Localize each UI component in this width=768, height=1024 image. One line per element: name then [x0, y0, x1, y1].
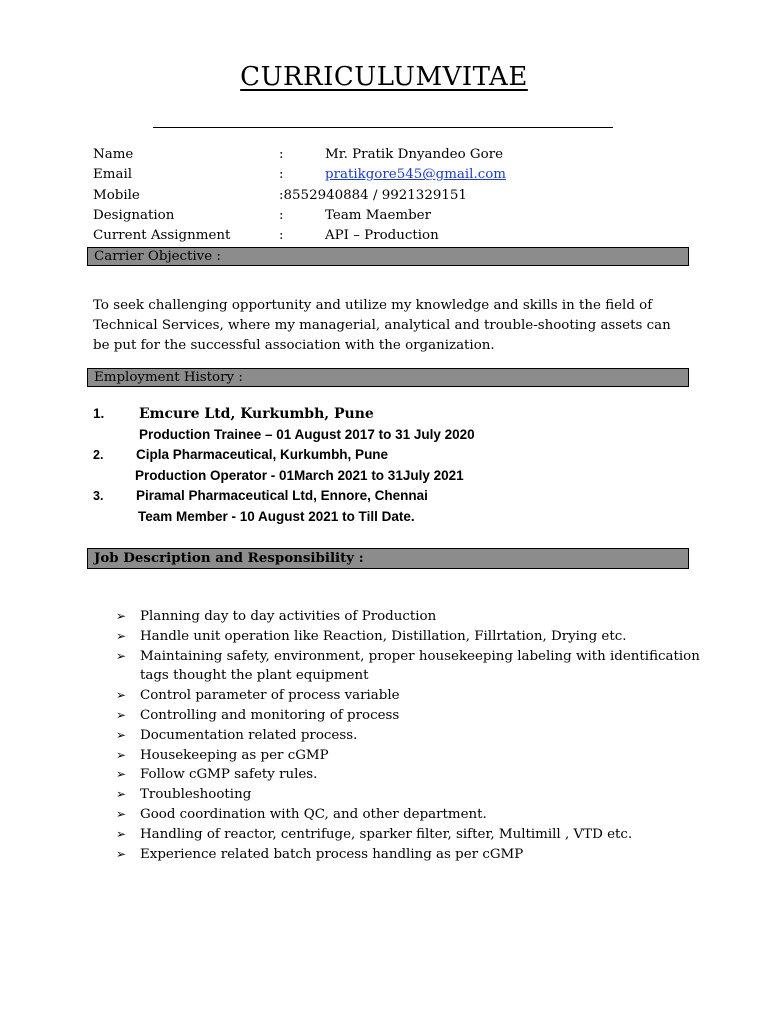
arrowhead-bullet-icon: ➢	[116, 826, 127, 841]
list-item	[116, 686, 716, 706]
info-row-email	[93, 165, 693, 185]
arrowhead-bullet-icon: ➢	[116, 747, 127, 762]
list-item-text: Good coordination with QC, and other department.	[140, 806, 487, 822]
job-company-line	[93, 486, 693, 507]
job-role: Production Operator - 01March 2021 to 31July 2021	[135, 467, 464, 483]
arrowhead-bullet-icon: ➢	[116, 688, 127, 703]
info-label: Current Assignment	[93, 228, 231, 244]
section-header-job-description: Job Description and Responsibility :	[87, 548, 689, 569]
job-role: Team Member - 10 August 2021 to Till Date.	[138, 508, 415, 524]
info-value: Mr. Pratik Dnyandeo Gore	[325, 147, 504, 162]
job-number: 2.	[93, 448, 104, 463]
info-label: Email	[93, 167, 133, 183]
info-label: Mobile	[93, 187, 140, 203]
title-rule	[153, 127, 613, 128]
responsibility-list	[116, 607, 716, 864]
list-item	[116, 746, 716, 766]
arrowhead-bullet-icon: ➢	[116, 707, 127, 722]
info-row-designation	[93, 206, 693, 226]
list-item-text: Handle unit operation like Reaction, Distillation, Fillrtation, Drying etc.	[140, 628, 627, 644]
info-value: :8552940884 / 9921329151	[279, 187, 467, 203]
job-role: Production Trainee – 01 August 2017 to 31 July 2020	[139, 426, 475, 442]
job-role-line	[93, 466, 693, 487]
list-item	[116, 805, 716, 825]
list-item-text: Documentation related process.	[140, 727, 358, 743]
info-value: API – Production	[325, 228, 439, 244]
job-number: 3.	[93, 489, 104, 504]
info-colon: :	[279, 207, 284, 223]
info-label: Name	[93, 147, 134, 162]
objective-text: To seek challenging opportunity and utilize my knowledge and skills in the field of Technical Services, where my managerial, analytical and trouble-shooting assets can be put for the successful association with the organization.	[93, 298, 671, 353]
list-item	[116, 765, 716, 785]
job-company-line	[93, 445, 693, 466]
list-item-text: Follow cGMP safety rules.	[140, 767, 318, 783]
list-item	[116, 845, 716, 865]
section-header-employment: Employment History :	[87, 368, 689, 387]
job-company-line	[93, 404, 693, 425]
info-value: Team Maember	[325, 207, 431, 223]
title-text: CURRICULUMVITAE	[240, 62, 528, 92]
info-colon: :	[279, 147, 284, 162]
arrowhead-bullet-icon: ➢	[116, 648, 127, 663]
info-label: Designation	[93, 207, 175, 223]
list-item	[116, 607, 716, 627]
list-item	[116, 627, 716, 647]
job-number: 1.	[93, 406, 105, 421]
job-company: Emcure Ltd, Kurkumbh, Pune	[139, 406, 374, 422]
list-item-text: Handling of reactor, centrifuge, sparker filter, sifter, Multimill , VTD etc.	[140, 826, 633, 842]
info-colon: :	[279, 167, 284, 183]
job-company: Piramal Pharmaceutical Ltd, Ennore, Chennai	[136, 488, 428, 504]
info-row-current-assignment	[93, 226, 693, 246]
arrowhead-bullet-icon: ➢	[116, 806, 127, 821]
list-item-text: Troubleshooting	[140, 787, 252, 803]
arrowhead-bullet-icon: ➢	[116, 609, 127, 623]
list-item-text: Experience related batch process handling as per cGMP	[140, 846, 524, 862]
list-item	[116, 726, 716, 746]
list-item	[116, 785, 716, 805]
section-header-objective: Carrier Objective :	[87, 247, 689, 266]
arrowhead-bullet-icon: ➢	[116, 628, 127, 643]
list-item-text: Controlling and monitoring of process	[140, 707, 400, 723]
job-company: Cipla Pharmaceutical, Kurkumbh, Pune	[136, 447, 389, 463]
arrowhead-bullet-icon: ➢	[116, 846, 127, 861]
email-link[interactable]: pratikgore545@gmail.com	[325, 167, 506, 183]
email-value	[325, 165, 506, 185]
list-item	[116, 647, 716, 687]
list-item-text: Planning day to day activities of Production	[140, 609, 437, 624]
job-role-line	[93, 507, 693, 528]
list-item-text: Housekeeping as per cGMP	[140, 747, 329, 763]
info-colon: :	[279, 228, 284, 244]
arrowhead-bullet-icon: ➢	[116, 767, 127, 782]
list-item-text: Maintaining safety, environment, proper housekeeping labeling with identification tags thought the plant equipment	[140, 648, 700, 684]
info-row-name	[93, 145, 693, 165]
personal-info	[93, 145, 693, 246]
info-row-mobile	[93, 186, 693, 206]
job-role-line	[93, 425, 693, 446]
employment-list	[93, 404, 693, 528]
page-title	[0, 62, 768, 92]
list-item-text: Control parameter of process variable	[140, 688, 400, 704]
arrowhead-bullet-icon: ➢	[116, 787, 127, 802]
list-item	[116, 825, 716, 845]
list-item	[116, 706, 716, 726]
arrowhead-bullet-icon: ➢	[116, 727, 127, 742]
